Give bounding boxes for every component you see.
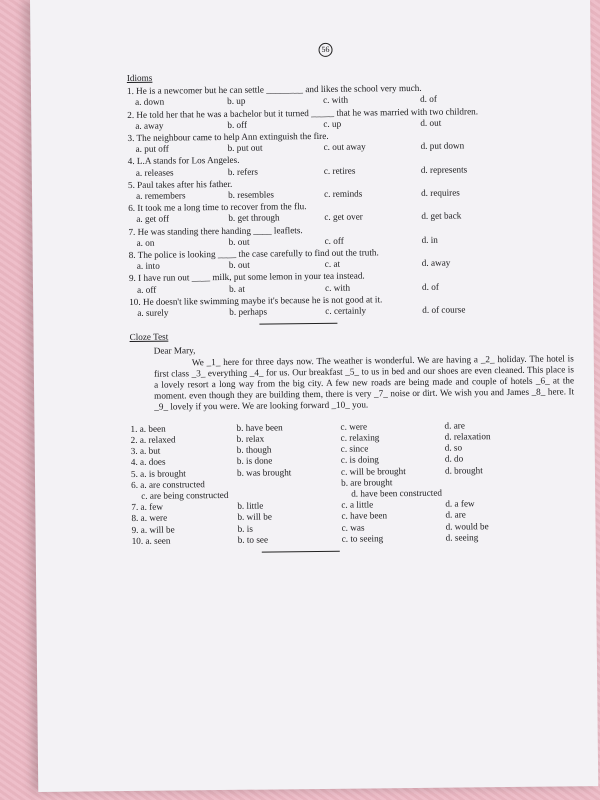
idiom-option: c. reminds [323,188,363,199]
idiom-option: b. up [227,96,246,107]
idiom-option: b. put out [227,142,263,154]
idiom-option: c. off [324,235,344,246]
idiom-option: a. off [136,284,157,295]
idiom-question: 4. L.A stands for Los Angeles. [127,155,240,167]
idiom-option: a. releases [135,167,174,178]
idiom-question: 10. He doesn't like swimming maybe it's because he is not good at it. [129,294,383,307]
idiom-option: b. perhaps [229,306,268,317]
cloze-options [130,419,571,480]
cloze-option: d. so [444,442,463,453]
cloze-option: b. to see [237,534,269,545]
idiom-option: a. put off [135,143,169,155]
page-number: 56 [318,43,332,57]
idiom-option: b. refers [227,166,258,177]
cloze-option: c. relaxing [340,432,380,443]
cloze-option: d. are [445,509,466,520]
idioms-title: Idioms [126,72,153,83]
cloze-option: d. seeing [445,532,479,543]
idiom-question: 2. He told her that he was a bachelor but it turned _____ that he was married with two children. [127,105,479,120]
cloze-option: d. relaxation [444,431,491,442]
idiom-question: 1. He is a newcomer but he can settle ________ and likes the school very much. [126,83,422,97]
cloze-letter [153,342,575,414]
cloze-option: d. brought [444,464,483,476]
idiom-option: a. remembers [136,190,186,201]
idiom-option: b. out [228,259,250,271]
cloze-option: b. will be [237,511,272,523]
cloze-title: Cloze Test [129,331,169,343]
idiom-option: a. away [135,120,164,131]
idiom-option: c. get over [324,211,363,223]
cloze-option: d. a few [445,498,475,509]
idiom-option: d. of course [422,304,466,315]
idiom-option: d. of [420,94,437,105]
idiom-option: d. requires [420,187,460,198]
idiom-option: a. into [136,260,160,272]
idiom-question: 7. He was standing there handing ____ leaflets. [128,224,303,237]
idiom-option: b. out [228,236,250,247]
idiom-option: c. out away [323,141,366,153]
idiom-option: d. represents [420,164,468,175]
cloze-option: 8. a. were [131,512,168,524]
letter-greeting: Dear Mary, [153,345,196,357]
idiom-option: a. get off [136,213,170,225]
cloze-option: 2. a. relaxed [130,434,176,445]
cloze-option: 3. a. but [130,445,161,457]
idiom-question: 8. The police is looking ____ the case carefully to find out the truth. [128,247,379,261]
cloze-option: 4. a. does [130,456,166,468]
idiom-option: d. put down [420,140,465,152]
book-page [30,0,598,792]
idiom-option: d. get back [421,210,462,222]
cloze-option: b. relax [236,433,265,444]
cloze-option: b. is done [236,455,273,467]
idiom-option: c. with [323,95,349,106]
idiom-question: 6. It took me a long time to recover from the flu. [128,201,307,214]
cloze-option: b. is [237,523,253,534]
cloze-option: 6. a. are constructed [131,478,205,490]
cloze-option: b. though [236,444,272,455]
cloze-option: 1. a. been [130,423,166,434]
idiom-option: a. on [136,237,155,248]
cloze-option: c. a little [341,499,374,510]
page-content [126,32,575,560]
idiom-option: d. away [421,257,451,269]
cloze-option: b. have been [236,422,283,433]
idiom-option: c. retires [323,165,356,176]
cloze-option: c. to seeing [341,533,384,544]
idiom-option: c. up [323,118,342,129]
cloze-options-2 [131,497,571,546]
idiom-question: 3. The neighbour came to help Ann extinguish the fire. [127,130,329,144]
idiom-option: d. in [421,234,438,245]
letter-body: We _1_ here for three days now. The weather is wonderful. We are having a _2_ holiday. The hotel is first class _3_ everything _4_ for us. Our breakfast _5_ to us in bed and our shoes are even cleaned. This place is a lovely resort a long way from the big city. A few new roads are being made and couple of hotels _6_ at the moment. even though they are building them, there is very _7_ noise or dirt. We wish you and James _8_ here. It _9_ lovely if you were. We are looking forward _10_ you. [153,352,575,413]
cloze-option: c. is doing [340,454,379,466]
cloze-option: b. was brought [236,466,292,478]
cloze-option: d. do [444,453,464,464]
cloze-option: d. are [444,420,465,431]
cloze-option: c. will be brought [340,465,406,477]
idiom-option: a. down [135,97,165,108]
idiom-option: c. with [324,282,351,293]
idiom-question: 9. I have run out ____ milk, put some lemon in your tea instead. [128,270,365,284]
cloze-option: 7. a. few [131,501,164,513]
cloze-option: c. have been [341,510,388,522]
idiom-option: a. surely [137,307,169,318]
cloze-option: b. little [237,500,264,511]
section-divider [259,323,337,325]
cloze-option: c. was [341,522,365,533]
cloze-option: c. were [340,421,368,432]
idiom-option: c. at [324,259,341,270]
cloze-option: c. since [340,443,369,454]
end-divider [262,551,340,553]
cloze-option: 10. a. seen [131,535,171,546]
cloze-option: d. would be [445,520,489,532]
cloze-option: d. have been constructed [351,487,443,499]
cloze-option: 9. a. will be [131,524,175,535]
idiom-option: b. resembles [228,189,275,200]
cloze-option: 5. a. is brought [130,467,186,479]
cloze-option: c. are being constructed [141,489,229,501]
idiom-option: d. of [421,281,439,292]
idiom-option: c. certainly [325,305,367,316]
idiom-option: b. get through [228,212,280,224]
idiom-question: 5. Paul takes after his father. [127,178,233,190]
cloze-option: b. are brought [341,476,393,488]
idioms-list [127,82,569,320]
idiom-option: b. off [227,119,248,130]
idiom-option: d. out [420,117,442,128]
idiom-option: b. at [228,283,245,294]
